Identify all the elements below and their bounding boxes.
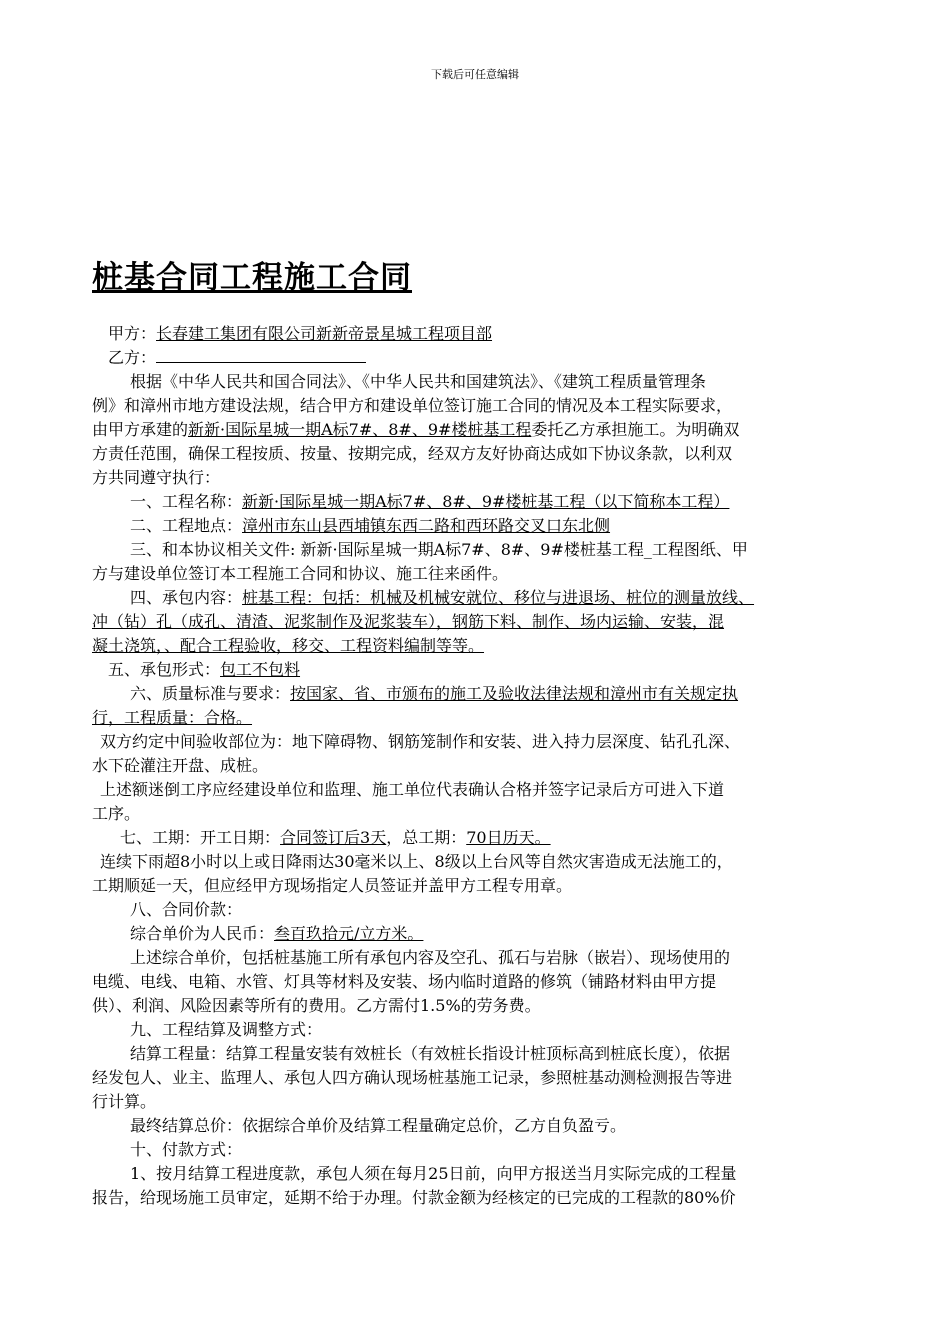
clause-6 [92, 682, 864, 706]
clause-label: 一、工程名称： [130, 492, 243, 511]
party-a-line [92, 322, 864, 346]
clause-value: 包工不包料 [220, 660, 301, 679]
unit-price: 叁百玖拾元/立方米。 [274, 924, 424, 943]
delay-line: 工期顺延一天，但应经甲方现场指定人员签证并盖甲方工程专用章。 [92, 876, 573, 895]
clause-label: 综合单价为人民币： [130, 924, 275, 943]
clause-label: 五、承包形式： [108, 660, 221, 679]
inspection-line: 双方约定中间验收部位为：地下障碍物、钢筋笼制作和安装、进入持力层深度、钻孔孔深、 [100, 732, 741, 751]
price-scope-line: 供）、利润、风险因素等所有的费用。乙方需付1.5%的劳务费。 [92, 996, 541, 1015]
clause-6-cont [92, 706, 864, 730]
clause-label: 七、工期：开工日期： [120, 828, 281, 847]
clause-label: 二、工程地点： [130, 516, 243, 535]
payment-line: 报告，给现场施工员审定，延期不给于办理。付款金额为经核定的已完成的工程款的80%价 [92, 1188, 736, 1207]
preamble-line: 根据《中华人民共和国合同法》、《中华人民共和国建筑法》、《建筑工程质量管理条 [130, 372, 707, 391]
clause-5 [92, 658, 864, 682]
preamble-line: 方共同遵守执行： [92, 468, 221, 487]
clause-value: 行，工程质量：合格。 [92, 708, 253, 727]
project-name: 新新·国际星城一期A标7#、8#、9#楼桩基工程 [188, 420, 532, 439]
payment-line: 1、按月结算工程进度款，承包人须在每月25日前，向甲方报送当月实际完成的工程量 [130, 1164, 737, 1183]
start-date: 合同签订后3天 [280, 828, 387, 847]
preamble-line [92, 418, 864, 442]
clause-3: 三、和本协议相关文件: 新新·国际星城一期A标7#、8#、9#楼桩基工程_工程图纸、甲 [130, 540, 748, 559]
clause-7 [92, 826, 864, 850]
settlement-line: 结算工程量：结算工程量安装有效桩长（有效桩长指设计桩顶标高到桩底长度），依据 [130, 1044, 731, 1063]
preamble-line: 方责任范围，确保工程按质、按量、按期完成，经双方友好协商达成如下协议条款，以利双 [92, 444, 733, 463]
clause-2 [92, 514, 864, 538]
inspection-line: 上述额迷倒工序应经建设单位和监理、施工单位代表确认合格并签字记录后方可进入下道 [100, 780, 725, 799]
price-scope-line: 电缆、电线、电箱、水管、灯具等材料及安装、场内临时道路的修筑（铺路材料由甲方提 [92, 972, 717, 991]
text-segment: 委托乙方承担施工。为明确双 [531, 420, 740, 439]
party-a-label: 甲方： [108, 324, 157, 343]
delay-line: 连续下雨超8小时以上或日降雨达30毫米以上、8级以上台风等自然灾害造成无法施工的， [100, 852, 733, 871]
settlement-line: 行计算。 [92, 1092, 157, 1111]
clause-9: 九、工程结算及调整方式： [130, 1020, 323, 1039]
contract-body [92, 322, 864, 1210]
clause-3-cont: 方与建设单位签订本工程施工合同和协议、施工往来函件。 [92, 564, 509, 583]
clause-value: 漳州市东山县西埔镇东西二路和西环路交叉口东北侧 [242, 516, 611, 535]
text-segment: 由甲方承建的 [92, 420, 189, 439]
party-b-line [92, 346, 864, 370]
clause-label: 四、承包内容： [130, 588, 243, 607]
party-b-label: 乙方： [108, 348, 157, 367]
header-note: 下载后可任意编辑 [431, 68, 519, 81]
unit-price-line [92, 922, 864, 946]
price-scope-line: 上述综合单价，包括桩基施工所有承包内容及空孔、孤石与岩脉（嵌岩）、现场使用的 [130, 948, 731, 967]
clause-1 [92, 490, 864, 514]
final-price-line: 最终结算总价：依据综合单价及结算工程量确定总价，乙方自负盈亏。 [130, 1116, 627, 1135]
settlement-line: 经发包人、业主、监理人、承包人四方确认现场桩基施工记录，参照桩基动测检测报告等进 [92, 1068, 733, 1087]
clause-value: 新新·国际星城一期A标7#、8#、9#楼桩基工程（以下简称本工程） [242, 492, 730, 511]
party-b-blank [156, 346, 366, 363]
total-duration: 70日历天。 [466, 828, 551, 847]
clause-value: 凝土浇筑，、配合工程验收，移交、工程资料编制等等。 [92, 636, 485, 655]
inspection-line: 水下砼灌注开盘、成桩。 [92, 756, 269, 775]
clause-4-cont: 冲（钻）孔（成孔、清渣、泥浆制作及泥浆装车），钢筋下料、制作、场内运输、安装，混 [92, 612, 725, 631]
party-a-value: 长春建工集团有限公司新新帝景星城工程项目部 [156, 324, 493, 343]
preamble-line: 例》和漳州市地方建设法规，结合甲方和建设单位签订施工合同的情况及本工程实际要求， [92, 396, 733, 415]
inspection-line: 工序。 [92, 804, 141, 823]
clause-8: 八、合同价款： [130, 900, 243, 919]
document-title: 桩基合同工程施工合同 [92, 260, 412, 296]
clause-value: 按国家、省、市颁布的施工及验收法律法规和漳州市有关规定执 [290, 684, 739, 703]
clause-label: 六、质量标准与要求： [130, 684, 291, 703]
text-segment: ，总工期： [386, 828, 467, 847]
clause-10: 十、付款方式： [130, 1140, 243, 1159]
clause-4-cont [92, 634, 864, 658]
clause-4 [92, 586, 864, 610]
clause-value: 桩基工程：包括：机械及机械安就位、移位与进退场、桩位的测量放线、 [242, 588, 755, 607]
